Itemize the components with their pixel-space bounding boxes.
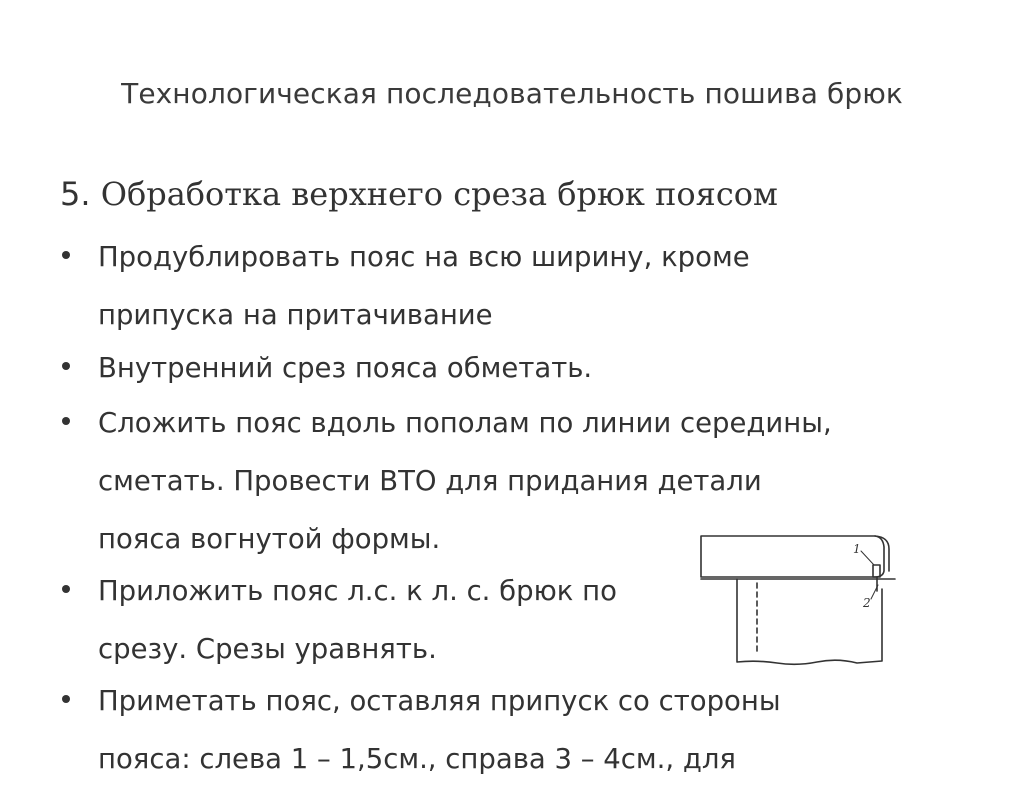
bullet-line: припуска на притачивание bbox=[98, 299, 493, 331]
bullet-line: Продублировать пояс на всю ширину, кроме bbox=[98, 241, 750, 273]
bullet-line: пояса: слева 1 – 1,5см., справа 3 – 4см., для bbox=[98, 743, 736, 775]
bullet-line: пояса вогнутой формы. bbox=[98, 523, 441, 555]
waistband-diagram bbox=[697, 527, 907, 669]
section-number: 5. bbox=[60, 175, 91, 213]
bullet-line: Приложить пояс л.с. к л. с. брюк по bbox=[98, 575, 617, 607]
bullet-line: срезу. Срезы уравнять. bbox=[98, 633, 437, 665]
bullet-line: сметать. Провести ВТО для придания детали bbox=[98, 465, 762, 497]
section-heading bbox=[60, 172, 778, 216]
seam-detail bbox=[873, 565, 880, 577]
bullet-dot bbox=[62, 585, 70, 593]
trouser-outline bbox=[737, 579, 882, 664]
bullet-line: Сложить пояс вдоль пополам по линии середины, bbox=[98, 407, 832, 439]
leader-line-2 bbox=[871, 585, 878, 599]
waistband-diagram-svg bbox=[697, 527, 907, 669]
bullet-dot bbox=[62, 695, 70, 703]
bullet-dot bbox=[62, 251, 70, 259]
figure-label-1: 1 bbox=[853, 542, 861, 556]
leader-line-1 bbox=[861, 551, 874, 565]
figure-label-2: 2 bbox=[863, 596, 871, 610]
slide-title: Технологическая последовательность пошива брюк bbox=[121, 77, 903, 110]
bullet-line: Приметать пояс, оставляя припуск со стороны bbox=[98, 685, 781, 717]
bullet-dot bbox=[62, 362, 70, 370]
bullet-dot bbox=[62, 417, 70, 425]
section-heading-text: Обработка верхнего среза брюк поясом bbox=[100, 175, 778, 213]
bullet-line: Внутренний срез пояса обметать. bbox=[98, 352, 593, 384]
